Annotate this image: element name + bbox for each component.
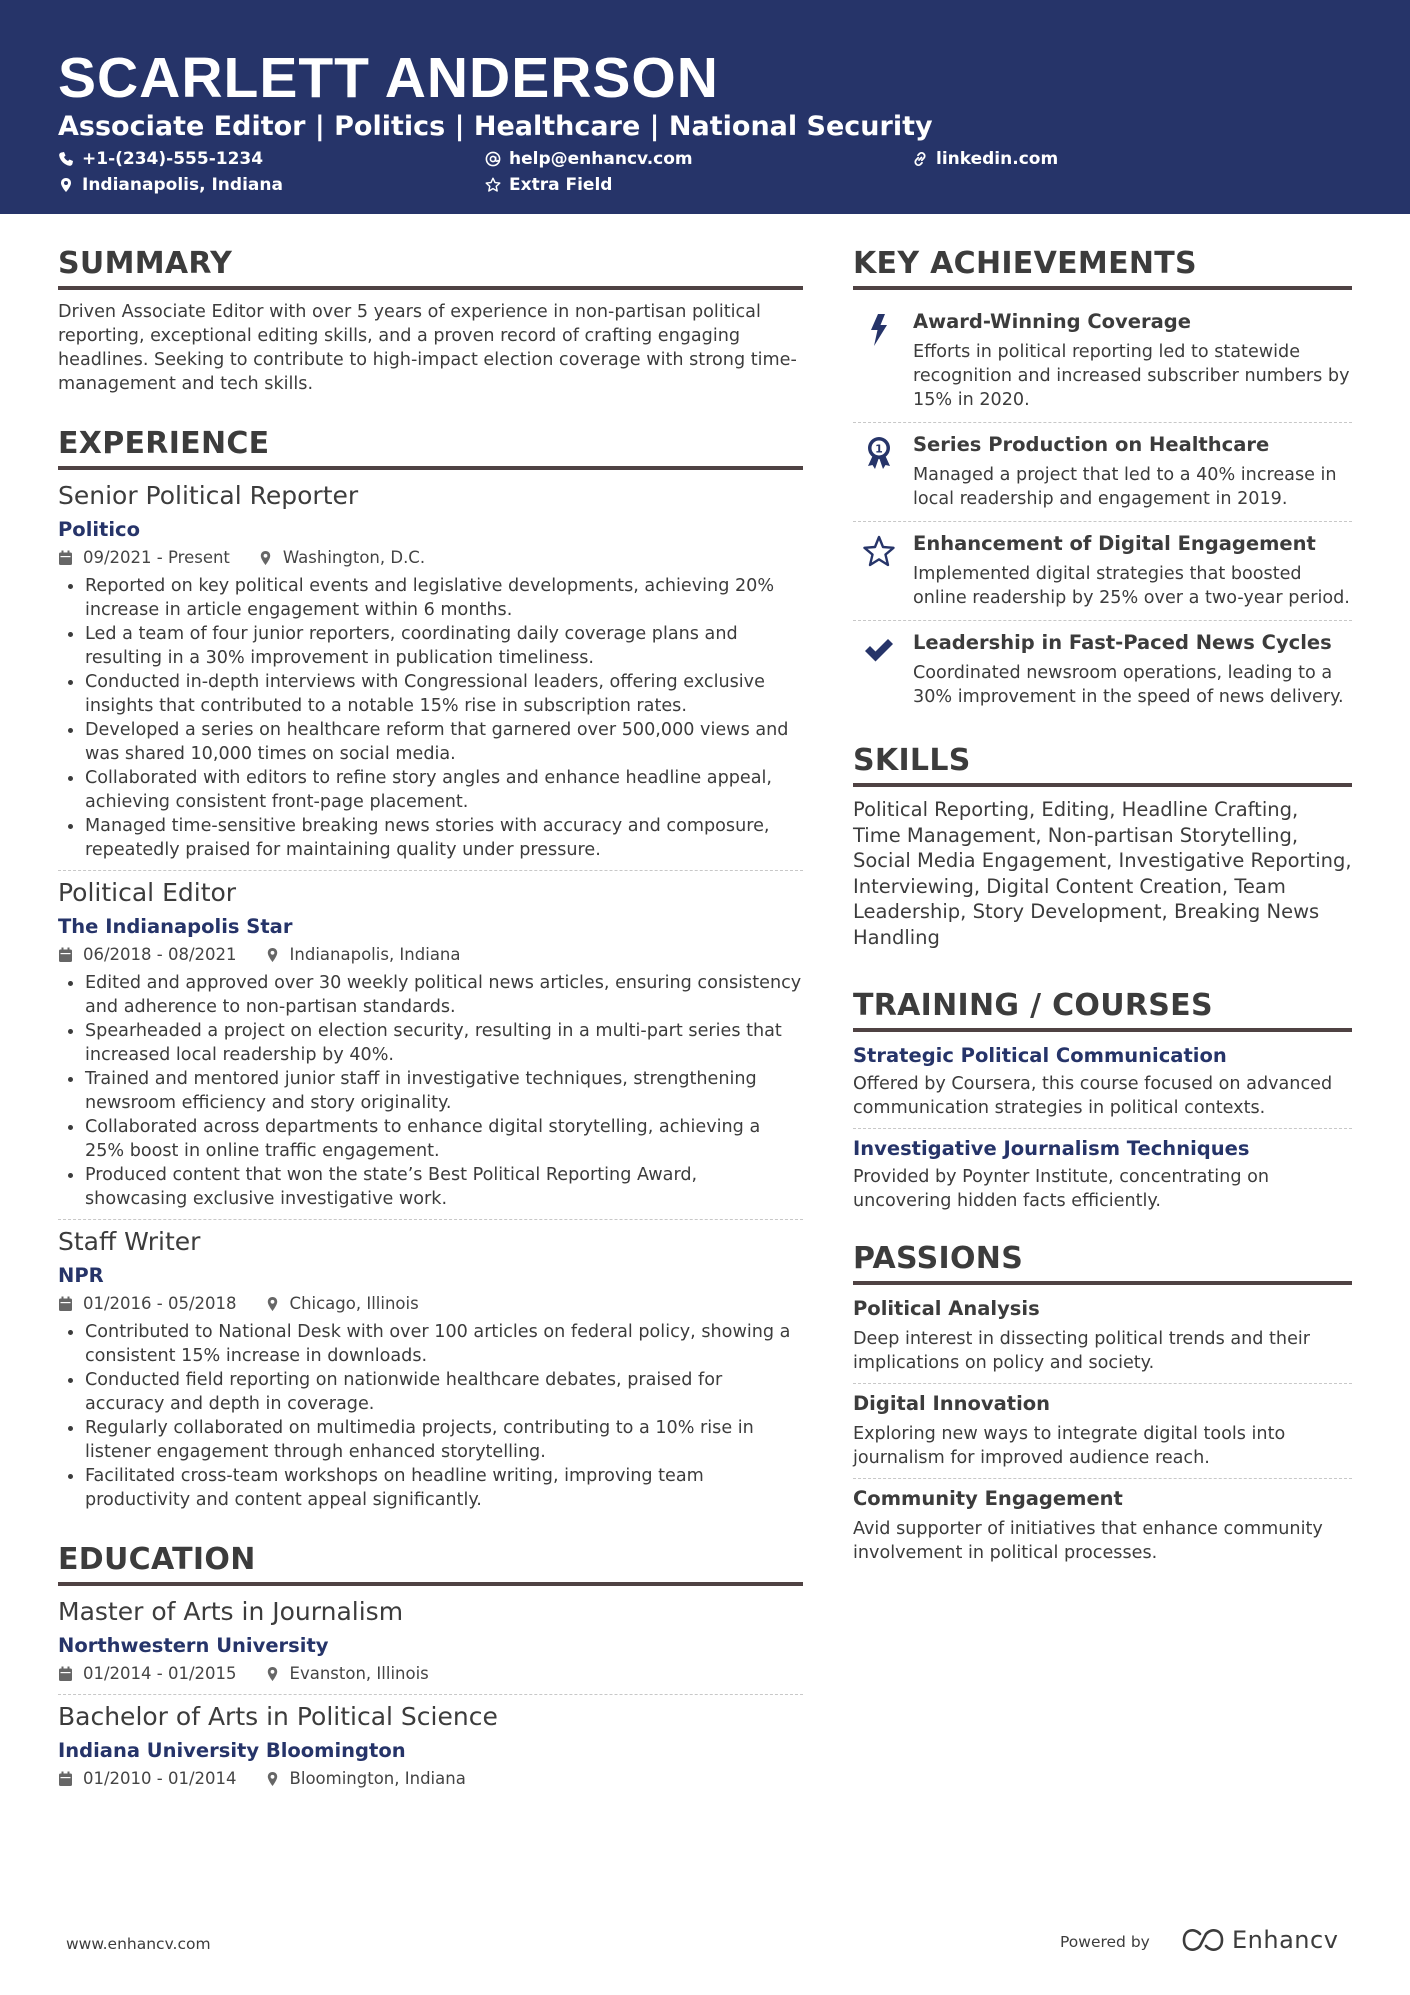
experience-item [58, 480, 803, 862]
job-company: Politico [58, 518, 141, 541]
education-item [58, 1596, 803, 1686]
phone-icon [58, 151, 74, 167]
experience-item [58, 877, 803, 1211]
calendar-icon [58, 1771, 73, 1787]
calendar-icon [58, 550, 73, 566]
divider [58, 1219, 803, 1220]
job-bullets [58, 971, 803, 1211]
skills-section [853, 741, 1352, 950]
bullet-item: Regularly collaborated on multimedia projects, contributing to a 10% rise in listener engagement through enhanced storytelling. [58, 1416, 803, 1464]
calendar-icon [58, 947, 73, 963]
job-company: The Indianapolis Star [58, 915, 293, 938]
achievement-item [853, 621, 1352, 715]
job-location: Washington, D.C. [282, 548, 426, 567]
job-dates: 09/2021 - Present [83, 548, 230, 567]
training-section [853, 986, 1352, 1213]
contact-link[interactable] [912, 148, 1058, 170]
school: Northwestern University [58, 1634, 329, 1657]
at-sign-icon [485, 151, 501, 167]
extra-text: Extra Field [509, 175, 613, 195]
course-title: Investigative Journalism Techniques [853, 1137, 1250, 1160]
achievement-desc: Implemented digital strategies that boosted online readership by 25% over a two-year period. [913, 564, 1350, 608]
location-text: Indianapolis, Indiana [82, 175, 283, 195]
footer-url[interactable]: www.enhancv.com [66, 1935, 211, 1953]
achievement-item [853, 423, 1352, 517]
job-role: Political Editor [58, 878, 237, 907]
job-dates: 01/2016 - 05/2018 [83, 1294, 237, 1313]
education-heading: EDUCATION [58, 1540, 803, 1586]
right-column [853, 244, 1352, 1565]
bullet-item: Collaborated with editors to refine story angles and enhance headline appeal, achieving consistent front-page placement. [58, 766, 803, 814]
bullet-item: Contributed to National Desk with over 100 articles on federal policy, showing a consistent 15% increase in downloads. [58, 1320, 803, 1368]
map-pin-icon [258, 550, 273, 566]
contact-email[interactable] [485, 148, 693, 170]
job-bullets [58, 574, 803, 862]
summary-heading: SUMMARY [58, 244, 803, 290]
passion-desc: Avid supporter of initiatives that enhance community involvement in political processes. [853, 1519, 1323, 1563]
education-item [58, 1701, 803, 1791]
bullet-item: Conducted in-depth interviews with Congressional leaders, offering exclusive insights that contributed to a notable 15% rise in subscription rates. [58, 670, 803, 718]
checkmark-icon [862, 633, 896, 669]
contact-location [58, 174, 283, 196]
course-item [853, 1042, 1352, 1120]
passions-heading: PASSIONS [853, 1239, 1352, 1285]
achievement-item [853, 522, 1352, 616]
course-item [853, 1135, 1352, 1213]
job-role: Staff Writer [58, 1227, 201, 1256]
resume-header [0, 0, 1410, 214]
passion-desc: Exploring new ways to integrate digital tools into journalism for improved audience reach. [853, 1424, 1286, 1468]
email-text: help@enhancv.com [509, 149, 693, 169]
degree: Master of Arts in Journalism [58, 1597, 404, 1626]
course-title: Strategic Political Communication [853, 1044, 1227, 1067]
award-ribbon-icon [862, 435, 896, 471]
link-text: linkedin.com [936, 149, 1059, 169]
map-pin-icon [265, 947, 280, 963]
passion-title: Political Analysis [853, 1297, 1040, 1320]
contact-extra [485, 174, 612, 196]
passion-title: Digital Innovation [853, 1392, 1051, 1415]
footer-powered-by: Powered by [1060, 1933, 1150, 1951]
education-dates: 01/2014 - 01/2015 [83, 1664, 237, 1683]
map-pin-icon [265, 1296, 280, 1312]
achievement-desc: Efforts in political reporting led to statewide recognition and increased subscriber numbers by 15% in 2020. [913, 342, 1350, 410]
achievement-item [853, 300, 1352, 418]
bullet-item: Managed time-sensitive breaking news stories with accuracy and composure, repeatedly praised for maintaining quality under pressure. [58, 814, 803, 862]
contact-phone[interactable] [58, 148, 263, 170]
school: Indiana University Bloomington [58, 1739, 406, 1762]
bullet-item: Developed a series on healthcare reform that garnered over 500,000 views and was shared 10,000 times on social media. [58, 718, 803, 766]
enhancv-brand: Enhancv [1232, 1926, 1339, 1954]
enhancv-logo-icon [1180, 1926, 1226, 1954]
education-location: Bloomington, Indiana [289, 1769, 466, 1788]
degree: Bachelor of Arts in Political Science [58, 1702, 498, 1731]
passion-desc: Deep interest in dissecting political trends and their implications on policy and society. [853, 1329, 1311, 1373]
course-desc: Provided by Poynter Institute, concentrating on uncovering hidden facts efficiently. [853, 1167, 1270, 1211]
experience-section [58, 424, 803, 1512]
passion-item [853, 1390, 1352, 1470]
experience-item [58, 1226, 803, 1512]
divider [58, 870, 803, 871]
job-location: Chicago, Illinois [289, 1294, 419, 1313]
skills-text: Political Reporting, Editing, Headline Crafting, Time Management, Non-partisan Storytelling, Social Media Engagement, Investigative Reporting, Interviewing, Digital Content Creation, Team Leadership, Story Development, Breaking News Handling [853, 798, 1352, 949]
calendar-icon [58, 1296, 73, 1312]
achievement-title: Series Production on Healthcare [913, 433, 1270, 456]
passion-title: Community Engagement [853, 1487, 1123, 1510]
svg-text:1: 1 [875, 442, 883, 456]
lightning-icon [862, 312, 896, 348]
education-meta [58, 1662, 803, 1686]
course-desc: Offered by Coursera, this course focused on advanced communication strategies in political contexts. [853, 1074, 1333, 1118]
job-bullets [58, 1320, 803, 1512]
passion-item [853, 1295, 1352, 1375]
education-section [58, 1540, 803, 1791]
bullet-item: Conducted field reporting on nationwide healthcare debates, praised for accuracy and depth in coverage. [58, 1368, 803, 1416]
map-pin-icon [265, 1666, 280, 1682]
job-company: NPR [58, 1264, 104, 1287]
skills-heading: SKILLS [853, 741, 1352, 787]
candidate-title: Associate Editor | Politics | Healthcare | National Security [58, 111, 933, 142]
left-column [58, 244, 803, 1791]
bullet-item: Led a team of four junior reporters, coordinating daily coverage plans and resulting in a 30% improvement in publication timeliness. [58, 622, 803, 670]
bullet-item: Trained and mentored junior staff in investigative techniques, strengthening newsroom efficiency and story originality. [58, 1067, 803, 1115]
job-meta [58, 1292, 803, 1316]
achievement-desc: Managed a project that led to a 40% increase in local readership and engagement in 2019. [913, 465, 1337, 509]
passion-item [853, 1485, 1352, 1565]
job-role: Senior Political Reporter [58, 481, 359, 510]
phone-text: +1-(234)-555-1234 [82, 149, 264, 169]
summary-text: Driven Associate Editor with over 5 years of experience in non-partisan political reporting, exceptional editing skills, and a proven record of crafting engaging headlines. Seeking to contribute to high-impact election coverage with strong time-management and tech skills. [58, 302, 797, 394]
achievement-title: Enhancement of Digital Engagement [913, 532, 1316, 555]
bullet-item: Collaborated across departments to enhance digital storytelling, achieving a 25% boost in online traffic engagement. [58, 1115, 803, 1163]
achievements-heading: KEY ACHIEVEMENTS [853, 244, 1352, 290]
achievement-title: Leadership in Fast-Paced News Cycles [913, 631, 1332, 654]
enhancv-logo[interactable] [1180, 1924, 1338, 1956]
divider [853, 1128, 1352, 1129]
candidate-name: SCARLETT ANDERSON [58, 46, 719, 110]
education-location: Evanston, Illinois [289, 1664, 429, 1683]
bullet-item: Reported on key political events and legislative developments, achieving 20% increase in article engagement within 6 months. [58, 574, 803, 622]
bullet-item: Edited and approved over 30 weekly political news articles, ensuring consistency and adherence to non-partisan standards. [58, 971, 803, 1019]
education-meta [58, 1767, 803, 1791]
education-dates: 01/2010 - 01/2014 [83, 1769, 237, 1788]
map-pin-icon [58, 177, 74, 193]
job-location: Indianapolis, Indiana [289, 945, 461, 964]
job-dates: 06/2018 - 08/2021 [83, 945, 237, 964]
divider [853, 1478, 1352, 1479]
passions-section [853, 1239, 1352, 1565]
training-heading: TRAINING / COURSES [853, 986, 1352, 1032]
experience-heading: EXPERIENCE [58, 424, 803, 470]
divider [853, 1383, 1352, 1384]
summary-section [58, 244, 803, 396]
achievement-desc: Coordinated newsroom operations, leading to a 30% improvement in the speed of news delivery. [913, 663, 1344, 707]
bullet-item: Spearheaded a project on election security, resulting in a multi-part series that increased local readership by 40%. [58, 1019, 803, 1067]
bullet-item: Facilitated cross-team workshops on headline writing, improving team productivity and content appeal significantly. [58, 1464, 803, 1512]
divider [58, 1694, 803, 1695]
achievements-section [853, 244, 1352, 715]
achievement-title: Award-Winning Coverage [913, 310, 1191, 333]
star-icon [862, 534, 896, 570]
job-meta [58, 943, 803, 967]
calendar-icon [58, 1666, 73, 1682]
star-outline-icon [485, 177, 501, 193]
bullet-item: Produced content that won the state’s Best Political Reporting Award, showcasing exclusive investigative work. [58, 1163, 803, 1211]
link-icon [912, 151, 928, 167]
map-pin-icon [265, 1771, 280, 1787]
job-meta [58, 546, 803, 570]
